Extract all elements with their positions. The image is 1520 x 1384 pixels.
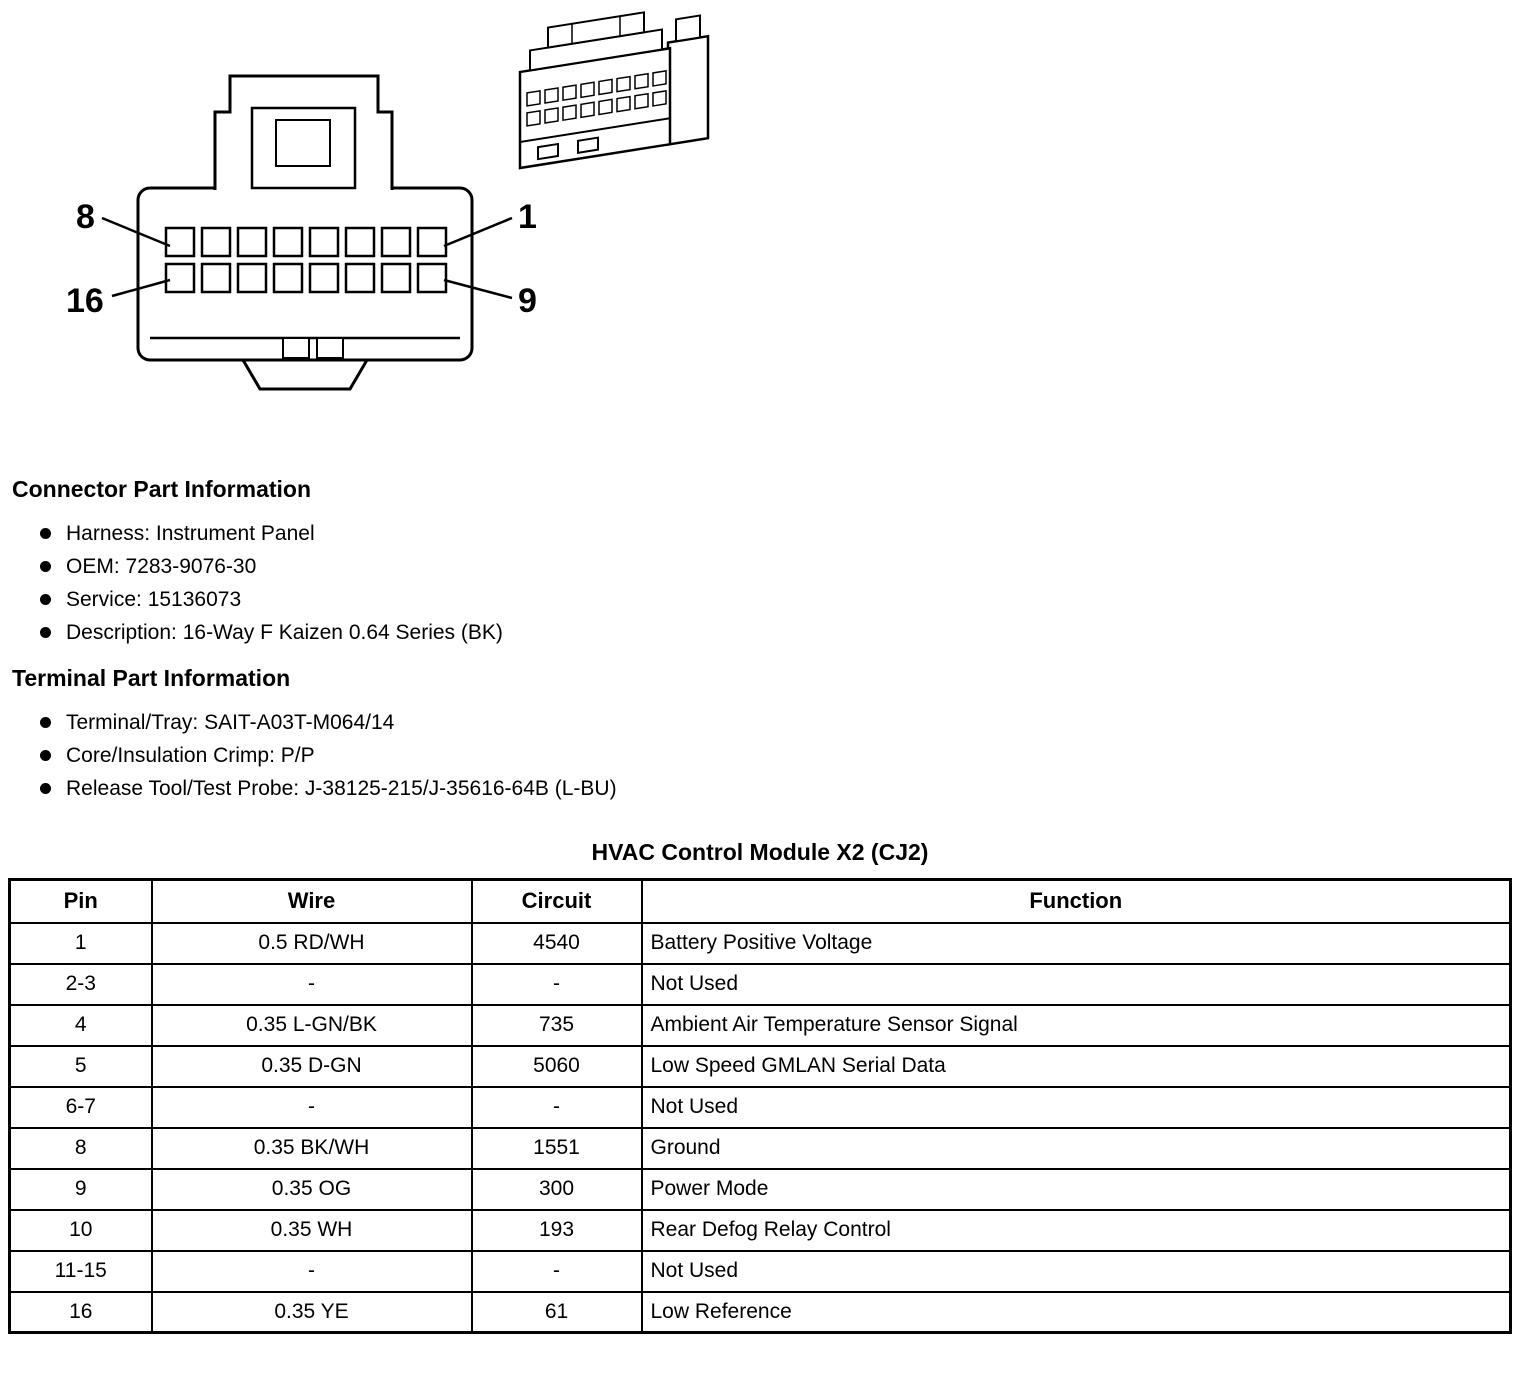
cell-wire: 0.35 YE <box>152 1292 472 1333</box>
cell-wire: 0.5 RD/WH <box>152 923 472 964</box>
latch-slot <box>276 120 330 166</box>
pin-label-16: 16 <box>66 282 104 320</box>
cell-circuit: 4540 <box>472 923 642 964</box>
terminal-part-info-section <box>0 665 1520 805</box>
cell-circuit: 300 <box>472 1169 642 1210</box>
list-item-text: Harness: Instrument Panel <box>66 521 315 545</box>
terminal-info-list <box>0 706 1520 805</box>
pinout-table <box>8 878 1512 1334</box>
cell-wire: 0.35 WH <box>152 1210 472 1251</box>
iso-side-detail <box>676 15 700 41</box>
cell-pin: 1 <box>10 923 152 964</box>
cell-circuit: 193 <box>472 1210 642 1251</box>
iso-foot <box>578 138 598 153</box>
list-item <box>0 517 1520 550</box>
cell-wire: - <box>152 1251 472 1292</box>
pin-label-9: 9 <box>518 282 537 320</box>
cell-pin: 2-3 <box>10 964 152 1005</box>
cell-function: Low Speed GMLAN Serial Data <box>642 1046 1511 1087</box>
table-row <box>10 1169 1511 1210</box>
cell-pin: 5 <box>10 1046 152 1087</box>
list-item <box>0 706 1520 739</box>
cell-pin: 8 <box>10 1128 152 1169</box>
cell-pin: 4 <box>10 1005 152 1046</box>
cell-circuit: 735 <box>472 1005 642 1046</box>
table-row <box>10 1292 1511 1333</box>
section-title-terminal: Terminal Part Information <box>12 665 291 691</box>
table-header-row <box>10 880 1511 923</box>
connector-isometric-view <box>520 2 708 168</box>
list-item-text: Description: 16-Way F Kaizen 0.64 Series (BK) <box>66 620 503 644</box>
cell-function: Power Mode <box>642 1169 1511 1210</box>
table-row <box>10 1087 1511 1128</box>
cell-wire: - <box>152 1087 472 1128</box>
list-item-text: Service: 15136073 <box>66 587 242 611</box>
table-row <box>10 923 1511 964</box>
cell-function: Not Used <box>642 1251 1511 1292</box>
connector-front-view <box>66 76 537 389</box>
cell-pin: 16 <box>10 1292 152 1333</box>
iso-side-face <box>668 36 708 144</box>
iso-foot <box>538 144 558 159</box>
pin-label-8: 8 <box>76 198 95 236</box>
cell-function: Rear Defog Relay Control <box>642 1210 1511 1251</box>
connector-part-info-section <box>0 476 1520 649</box>
list-item-text: Release Tool/Test Probe: J-38125-215/J-35616-64B (L-BU) <box>66 776 617 800</box>
cell-function: Ground <box>642 1128 1511 1169</box>
cell-wire: 0.35 BK/WH <box>152 1128 472 1169</box>
cell-circuit: 5060 <box>472 1046 642 1087</box>
cell-wire: 0.35 L-GN/BK <box>152 1005 472 1046</box>
bullet-icon <box>40 627 51 638</box>
table-row <box>10 1128 1511 1169</box>
pin-label-1: 1 <box>518 198 537 236</box>
cell-circuit: 61 <box>472 1292 642 1333</box>
key-feature <box>283 338 309 358</box>
table-row <box>10 1005 1511 1046</box>
bullet-icon <box>40 717 51 728</box>
section-title-connector: Connector Part Information <box>12 476 312 502</box>
bullet-icon <box>40 561 51 572</box>
connector-diagram <box>0 0 1520 452</box>
list-item-text: OEM: 7283-9076-30 <box>66 554 257 578</box>
list-item <box>0 772 1520 805</box>
list-item <box>0 616 1520 649</box>
connector-info-list <box>0 517 1520 649</box>
col-header-pin: Pin <box>10 880 152 923</box>
cell-function: Ambient Air Temperature Sensor Signal <box>642 1005 1511 1046</box>
list-item <box>0 550 1520 583</box>
table-row <box>10 1046 1511 1087</box>
connector-diagram-svg <box>0 0 780 452</box>
table-row <box>10 1210 1511 1251</box>
cell-function: Low Reference <box>642 1292 1511 1333</box>
bullet-icon <box>40 594 51 605</box>
list-item <box>0 583 1520 616</box>
cell-function: Battery Positive Voltage <box>642 923 1511 964</box>
cell-pin: 10 <box>10 1210 152 1251</box>
cell-wire: 0.35 D-GN <box>152 1046 472 1087</box>
col-header-circuit: Circuit <box>472 880 642 923</box>
cell-function: Not Used <box>642 964 1511 1005</box>
cell-circuit: - <box>472 1087 642 1128</box>
table-row <box>10 964 1511 1005</box>
cell-function: Not Used <box>642 1087 1511 1128</box>
bullet-icon <box>40 528 51 539</box>
bullet-icon <box>40 783 51 794</box>
cell-circuit: 1551 <box>472 1128 642 1169</box>
list-item-text: Terminal/Tray: SAIT-A03T-M064/14 <box>66 710 395 734</box>
table-title: HVAC Control Module X2 (CJ2) <box>591 839 929 865</box>
cell-pin: 11-15 <box>10 1251 152 1292</box>
bottom-tab <box>243 360 367 389</box>
key-feature <box>317 338 343 358</box>
cell-wire: - <box>152 964 472 1005</box>
col-header-wire: Wire <box>152 880 472 923</box>
list-item-text: Core/Insulation Crimp: P/P <box>66 743 315 767</box>
cell-circuit: - <box>472 1251 642 1292</box>
col-header-function: Function <box>642 880 1511 923</box>
cell-circuit: - <box>472 964 642 1005</box>
list-item <box>0 739 1520 772</box>
cell-pin: 9 <box>10 1169 152 1210</box>
table-row <box>10 1251 1511 1292</box>
cell-wire: 0.35 OG <box>152 1169 472 1210</box>
bullet-icon <box>40 750 51 761</box>
cell-pin: 6-7 <box>10 1087 152 1128</box>
